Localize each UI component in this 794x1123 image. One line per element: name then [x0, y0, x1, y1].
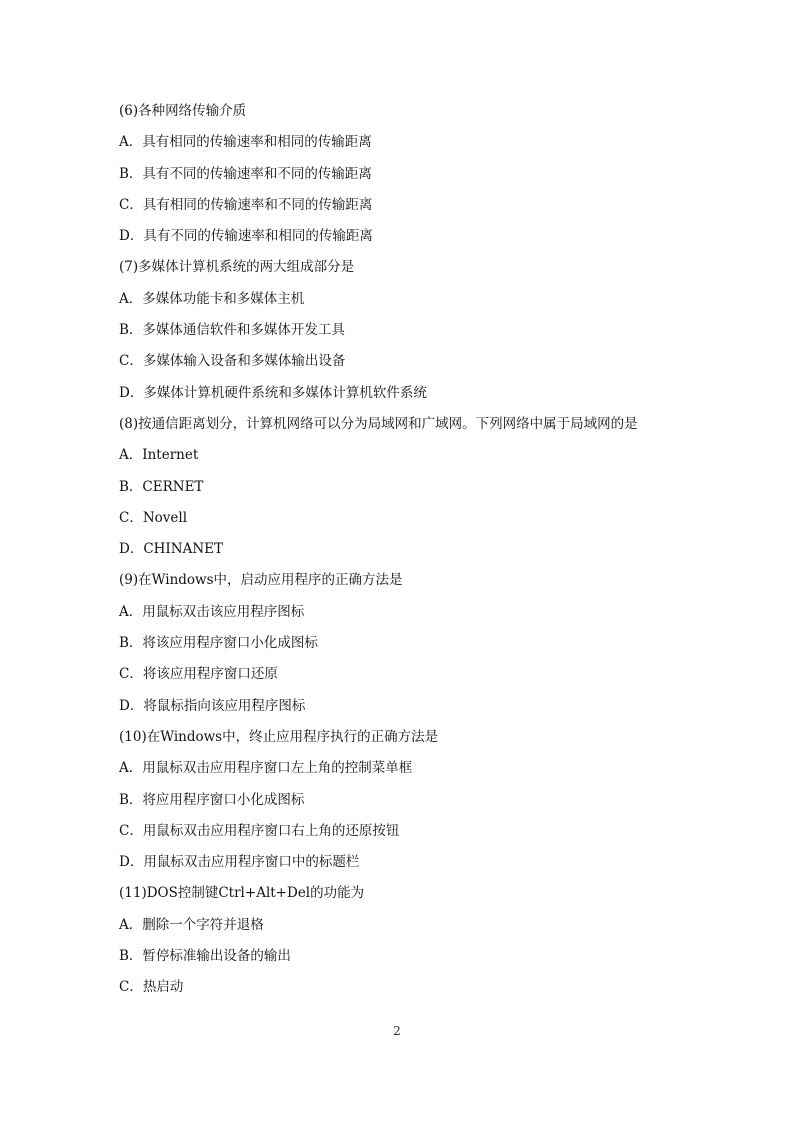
- option-b: B．具有不同的传输速率和不同的传输距离: [119, 165, 372, 182]
- option-d: D．多媒体计算机硬件系统和多媒体计算机软件系统: [119, 384, 427, 401]
- question-9: [119, 570, 719, 726]
- option-b: B．CERNET: [119, 478, 204, 495]
- option-a: A．用鼠标双击应用程序窗口左上角的控制菜单框: [119, 760, 413, 777]
- option-d: D．CHINANET: [119, 541, 223, 558]
- option-b: B．将该应用程序窗口小化成图标: [119, 635, 318, 652]
- option-a: A．多媒体功能卡和多媒体主机: [119, 290, 305, 307]
- question-stem: (9)在Windows中，启动应用程序的正确方法是: [119, 572, 403, 589]
- option-b: B．将应用程序窗口小化成图标: [119, 791, 305, 808]
- question-10: [119, 727, 719, 883]
- question-stem: (10)在Windows中，终止应用程序执行的正确方法是: [119, 728, 439, 745]
- option-d: D．将鼠标指向该应用程序图标: [119, 697, 306, 714]
- question-stem: (6)各种网络传输介质: [119, 103, 247, 119]
- option-c: C．多媒体输入设备和多媒体输出设备: [119, 353, 346, 370]
- question-stem: (7)多媒体计算机系统的两大组成部分是: [119, 259, 355, 276]
- option-a: A．用鼠标双击该应用程序图标: [119, 603, 305, 620]
- question-list: [119, 101, 719, 1009]
- option-c: C．具有相同的传输速率和不同的传输距离: [119, 196, 373, 213]
- question-11: [119, 883, 719, 1008]
- question-7: [119, 257, 719, 413]
- option-c: C．Novell: [119, 509, 188, 526]
- option-a: A．删除一个字符并退格: [119, 916, 264, 933]
- option-c: C．将该应用程序窗口还原: [119, 666, 278, 683]
- question-6: [119, 101, 719, 257]
- question-8: [119, 414, 719, 570]
- page-number: 2: [393, 1024, 401, 1038]
- option-b: B．暂停标准输出设备的输出: [119, 948, 291, 965]
- question-stem: (11)DOS控制键Ctrl+Alt+Del的功能为: [119, 885, 365, 902]
- option-a: A．Internet: [119, 447, 199, 464]
- option-c: C．用鼠标双击应用程序窗口右上角的还原按钮: [119, 822, 400, 839]
- question-stem: (8)按通信距离划分，计算机网络可以分为局域网和广域网。下列网络中属于局域网的是: [119, 415, 638, 432]
- option-c: C．热启动: [119, 979, 184, 996]
- option-b: B．多媒体通信软件和多媒体开发工具: [119, 322, 345, 339]
- option-a: A．具有相同的传输速率和相同的传输距离: [119, 134, 372, 151]
- option-d: D．用鼠标双击应用程序窗口中的标题栏: [119, 854, 360, 871]
- option-d: D．具有不同的传输速率和相同的传输距离: [119, 228, 373, 245]
